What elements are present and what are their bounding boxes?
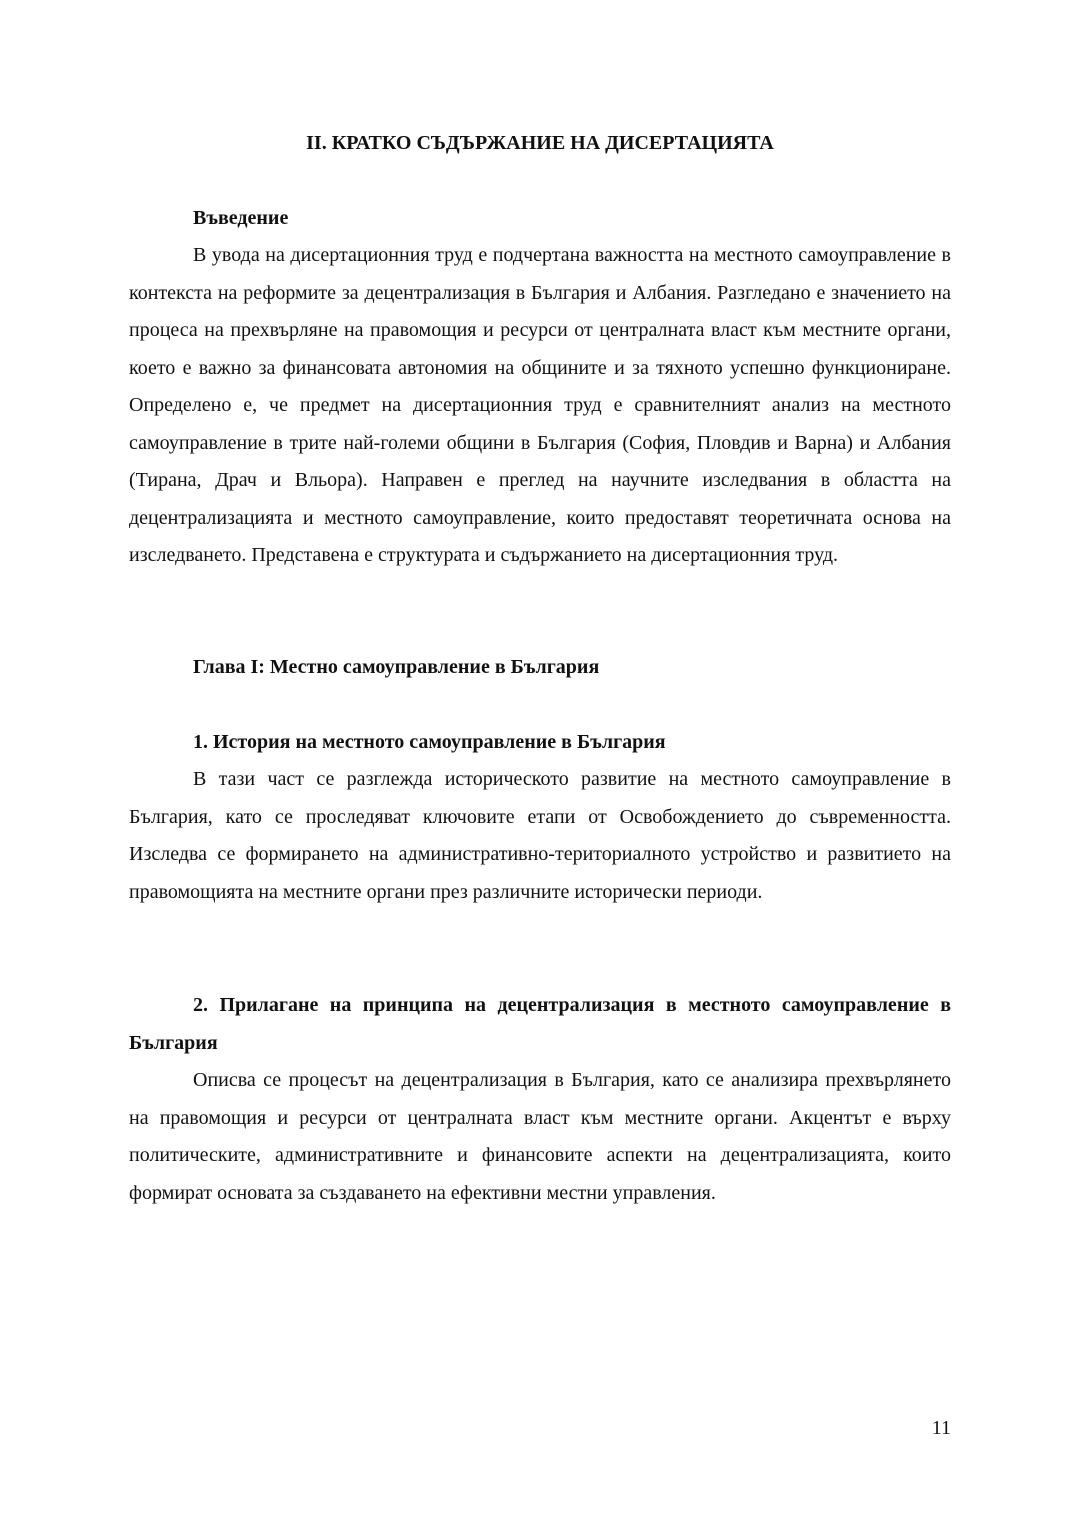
page-number: 11: [931, 1417, 951, 1439]
document-title: II. КРАТКО СЪДЪРЖАНИЕ НА ДИСЕРТАЦИЯТА: [306, 132, 774, 154]
chapter-1-heading: Глава I: Местно самоуправление в България: [193, 656, 600, 678]
introduction-paragraph: В увода на дисертационния труд е подчертана важността на местното самоуправление в контекста на реформите за децентрализация в България и Албания. Разгледано е значението на процеса на прехвърляне на правомощия и ресурси от централната власт към местните органи, което е важно за финансовата автономия на общините и за тяхното успешно функциониране. Определено е, че предмет на дисертационния труд е сравнителният анализ на местното самоуправление в трите най-големи общини в България (София, Пловдив и Варна) и Албания (Тирана, Драч и Вльора). Направен е преглед на научните изследвания в областта на децентрализацията и местното самоуправление, които предоставят теоретичната основа на изследването. Представена е структурата и съдържанието на дисертационния труд.: [129, 244, 951, 566]
introduction-heading: Въведение: [193, 207, 289, 229]
section-2-paragraph: Описва се процесът на децентрализация в България, като се анализира прехвърлянето на правомощия и ресурси от централната власт към местните органи. Акцентът е върху политическите, административните и финансовите аспекти на децентрализацията, които формират основата за създаването на ефективни местни управления.: [129, 1069, 951, 1204]
section-1-paragraph: В тази част се разглежда историческото развитие на местното самоуправление в България, като се проследяват ключовите етапи от Освобождението до съвременността. Изследва се формирането на административно-териториалното устройство и развитието на правомощията на местните органи през различните исторически периоди.: [129, 768, 951, 903]
section-1-heading: 1. История на местното самоуправление в България: [193, 731, 666, 753]
section-2-heading: 2. Прилагане на принципа на децентрализация в местното самоуправление в България: [129, 994, 951, 1054]
